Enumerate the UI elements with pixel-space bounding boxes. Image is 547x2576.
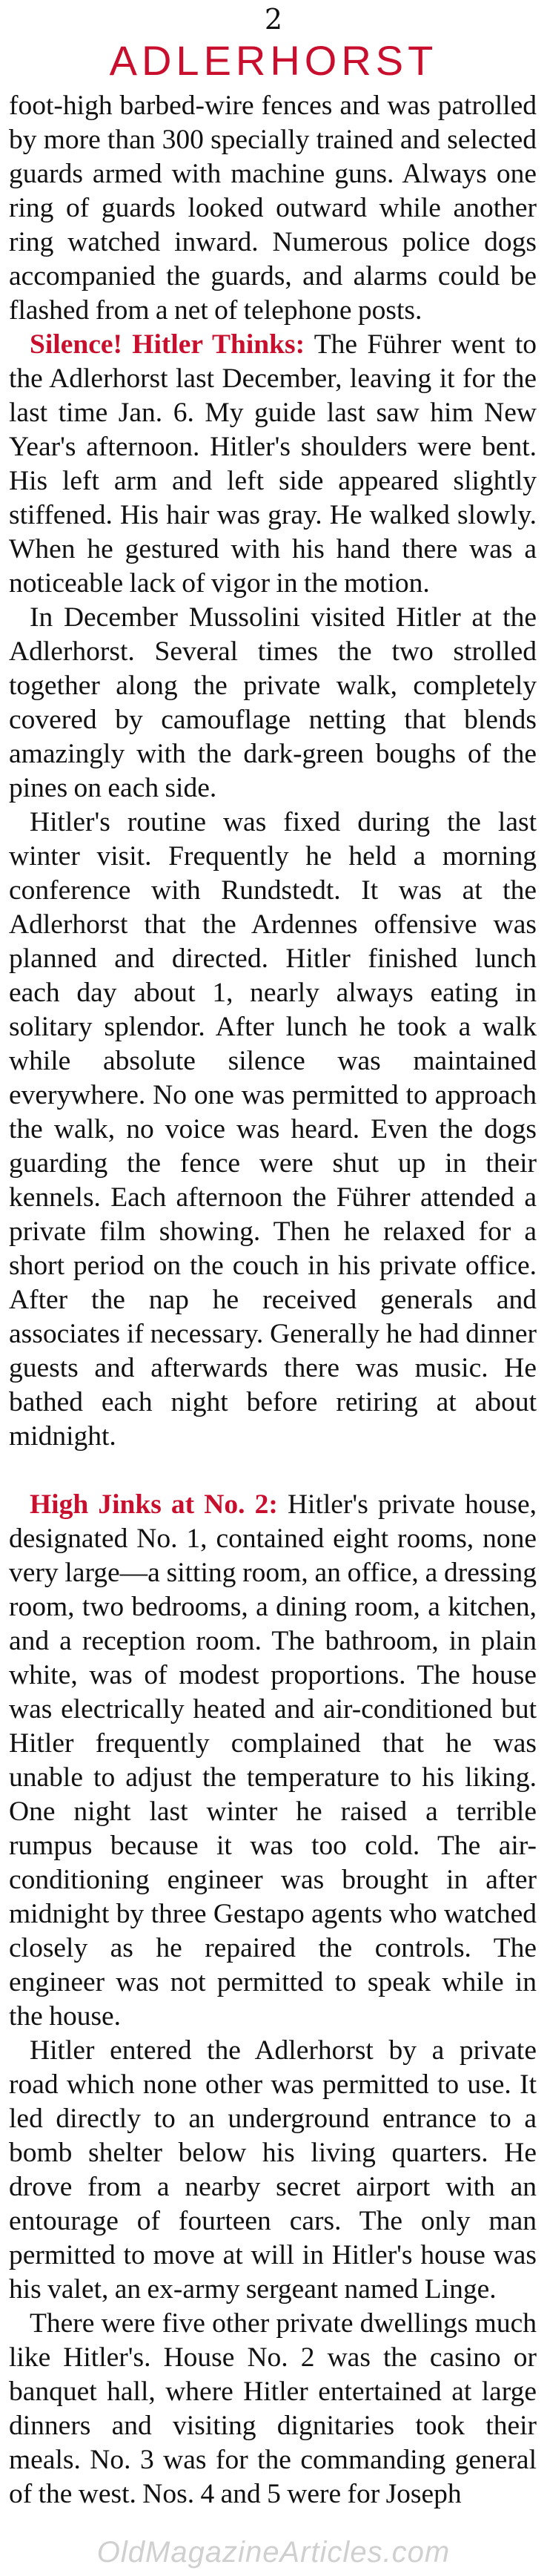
paragraph-3: In December Mussolini visited Hitler at the Adlerhorst. Several times the two strolled together along the private walk, completely covered by camouflage netting that blends amazingly with the dark-green boughs of the pines on each side. (9, 602, 537, 803)
subhead-silence: Silence! Hitler Thinks: (30, 329, 305, 360)
paragraph-5-text: Hitler's private house, designated No. 1, contained eight rooms, none very large—a sitting room, an office, a dressing room, two bedrooms, a dining room, a kitchen, and a reception room. The bathroom, in plain white, was of modest proportions. The house was electrically heated and air-conditioned but Hitler frequently complained that he was unable to adjust the temperature to his liking. One night last winter he raised a terrible rumpus because it was too cold. The air-conditioning engineer was brought in after midnight by three Gestapo agents who watched closely as he repaired the controls. The engineer was not permitted to speak while in the house. (9, 1489, 537, 2032)
paragraph-2-text: The Führer went to the Adlerhorst last December, leaving it for the last time Jan. 6. My guide last saw him New Year's afternoon. Hitler's shoulders were bent. His left arm and left side appeared slightly stiffened. His hair was gray. He walked slowly. When he gestured with his hand there was a noticeable lack of vigor in the motion. (9, 329, 537, 599)
paragraph-1: foot-high barbed-wire fences and was patrolled by more than 300 specially trained and selected guards armed with machine guns. Always one ring of guards looked outward while another ring watched inward. Numerous police dogs accompanied the guards, and alarms could be flashed from a net of telephone posts. (9, 90, 537, 326)
page-number: 2 (264, 3, 283, 36)
paragraph-7: There were five other private dwellings much like Hitler's. House No. 2 was the casino or banquet hall, where Hitler entertained at large dinners and visiting dignitaries took their meals. No. 3 was for the commanding general of the west. Nos. 4 and 5 were for Joseph (9, 2308, 537, 2509)
paragraph-6: Hitler entered the Adlerhorst by a private road which none other was permitted to use. It led directly to an underground entrance to a bomb shelter below his living quarters. He drove from a nearby secret airport with an entourage of fourteen cars. The only man permitted to move at will in Hitler's house was his valet, an ex-army sergeant named Linge. (9, 2035, 537, 2305)
paragraph-2 (9, 328, 537, 601)
paragraph-5 (9, 1488, 537, 2034)
site-watermark: OldMagazineArticles.com (96, 2536, 451, 2569)
article-body (9, 89, 537, 2511)
article-title: ADLERHORST (109, 37, 438, 84)
paragraph-4: Hitler's routine was fixed during the last winter visit. Frequently he held a morning conference with Rundstedt. It was at the Adlerhorst that the Ardennes offensive was planned and directed. Hitler finished lunch each day about 1, nearly always eating in solitary splendor. After lunch he took a walk while absolute silence was maintained everywhere. No one was permitted to approach the walk, no voice was heard. Even the dogs guarding the fence were shut up in their kennels. Each afternoon the Führer attended a private film showing. Then he relaxed for a short period on the couch in his private office. After the nap he received generals and associates if necessary. Generally he had dinner guests and afterwards there was music. He bathed each night before retiring at about midnight. (9, 807, 537, 1452)
subhead-high-jinks: High Jinks at No. 2: (30, 1489, 278, 1520)
